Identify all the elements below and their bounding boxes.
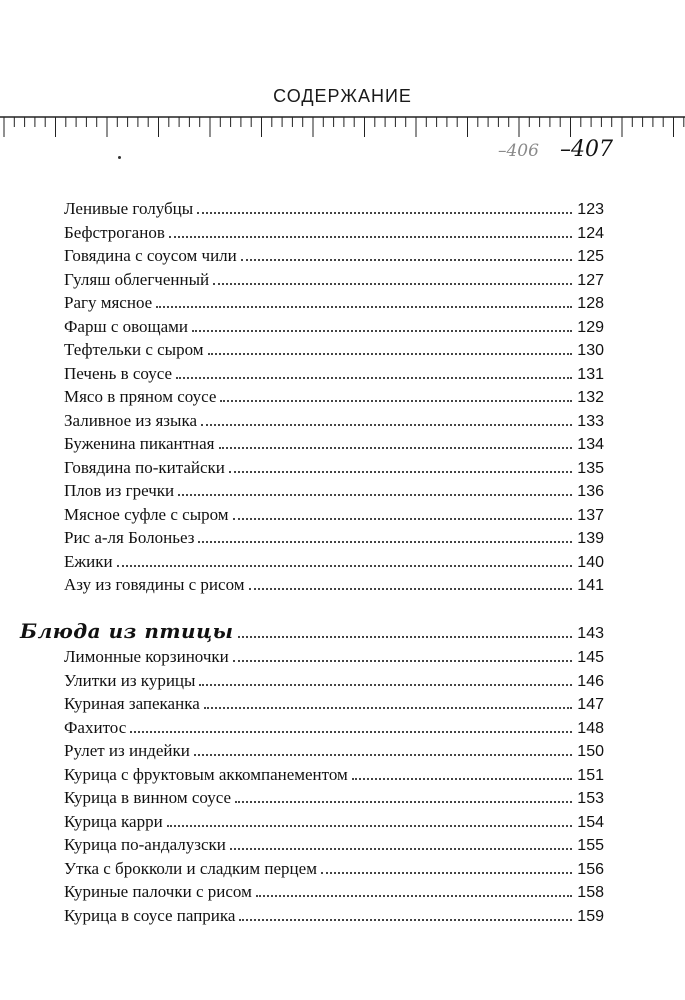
dot-leader [213, 283, 572, 285]
toc-entry [64, 385, 604, 409]
entry-title: Ленивые голубцы [64, 199, 194, 218]
entry-title: Азу из говядины с рисом [64, 575, 245, 594]
page-numbers [498, 137, 613, 162]
ruler-decoration [0, 108, 685, 138]
dot-leader [204, 707, 572, 709]
previous-page-number: –406 [497, 141, 539, 161]
dot-leader [194, 754, 572, 756]
toc-entry [64, 786, 604, 810]
dot-leader [178, 494, 572, 496]
dot-leader [199, 684, 572, 686]
entry-page-number: 154 [577, 813, 604, 831]
entry-title: Говядина по-китайски [64, 457, 225, 477]
dot-leader [156, 306, 572, 308]
dot-leader [229, 471, 572, 473]
dot-mark [118, 156, 121, 159]
entry-page-number: 130 [577, 342, 604, 359]
entry-page-number: 155 [577, 837, 604, 854]
entry-title: Рулет из индейки [64, 741, 190, 760]
entry-page-number: 134 [577, 436, 604, 453]
entry-page-number: 153 [577, 790, 604, 807]
entry-page-number: 143 [577, 625, 604, 642]
entry-page-number: 151 [577, 766, 604, 784]
entry-page-number: 140 [577, 553, 604, 571]
entry-page-number: 129 [577, 318, 604, 336]
dot-leader [235, 801, 572, 803]
entry-title: Фахитос [64, 717, 127, 737]
toc-section-heading [20, 617, 604, 645]
dot-leader [208, 353, 572, 355]
entry-page-number: 137 [577, 506, 604, 524]
dot-leader [249, 588, 572, 590]
entry-title: Ежики [64, 551, 113, 571]
current-page-number: –407 [560, 137, 613, 162]
entry-title: Плов из гречки [64, 481, 175, 500]
entry-title: Мясо в пряном соусе [64, 387, 217, 406]
dot-leader [169, 236, 572, 238]
toc-entry [64, 221, 604, 245]
entry-title: Говядина с соусом чили [64, 246, 237, 265]
entry-title: Лимонные корзиночки [64, 647, 229, 666]
toc-entry [64, 526, 604, 550]
toc-entry [64, 362, 604, 386]
toc-entry [64, 880, 604, 904]
entry-page-number: 141 [577, 577, 604, 594]
toc-entry [64, 645, 604, 669]
entry-title: Печень в соусе [64, 363, 173, 383]
entry-title: Тефтельки с сыром [64, 340, 204, 359]
dot-leader [117, 565, 572, 567]
toc-entry [64, 503, 604, 527]
dot-leader [321, 872, 572, 874]
toc-entry [64, 904, 604, 928]
entry-page-number: 131 [577, 365, 604, 383]
toc-entry [64, 456, 604, 480]
toc-entry [64, 716, 604, 740]
dot-leader [238, 636, 572, 638]
dot-leader [130, 731, 572, 733]
page-title: СОДЕРЖАНИЕ [273, 86, 412, 106]
entry-title: Курица с фруктовым аккомпанементом [64, 764, 348, 784]
dot-leader [256, 895, 572, 897]
dot-leader [198, 541, 572, 543]
toc-entry [64, 409, 604, 433]
dot-leader [176, 377, 572, 379]
toc-entry [64, 315, 604, 339]
toc-entry [64, 338, 604, 362]
entry-title: Бефстроганов [64, 222, 165, 242]
entry-page-number: 139 [577, 530, 604, 547]
entry-title: Утка с брокколи и сладким перцем [64, 858, 317, 878]
entry-page-number: 128 [577, 295, 604, 312]
toc-entry [64, 692, 604, 716]
entry-title: Улитки из курицы [64, 670, 196, 690]
entry-page-number: 136 [577, 483, 604, 500]
entry-title: Курица карри [64, 811, 163, 831]
entry-page-number: 132 [577, 389, 604, 406]
entry-page-number: 123 [577, 201, 604, 218]
entry-title: Мясное суфле с сыром [64, 504, 229, 524]
toc-entry [64, 479, 604, 503]
entry-title: Гуляш облегченный [64, 269, 210, 289]
dot-leader [233, 660, 572, 662]
toc-entry [64, 833, 604, 857]
dot-leader [352, 778, 572, 780]
entry-page-number: 158 [577, 884, 604, 901]
entry-title: Курица по-андалузски [64, 835, 226, 854]
entry-page-number: 147 [577, 696, 604, 713]
toc-entry [64, 550, 604, 574]
toc-entry [64, 763, 604, 787]
toc-entry [64, 573, 604, 597]
entry-page-number: 150 [577, 743, 604, 760]
entry-title: Рагу мясное [64, 293, 153, 312]
entry-page-number: 125 [577, 248, 604, 265]
entry-page-number: 146 [577, 672, 604, 690]
dot-leader [219, 447, 572, 449]
dot-leader [241, 259, 572, 261]
toc-entry [64, 739, 604, 763]
entry-title: Заливное из языка [64, 410, 197, 430]
entry-page-number: 127 [577, 271, 604, 289]
entry-page-number: 133 [577, 412, 604, 430]
entry-title: Куриные палочки с рисом [64, 882, 252, 901]
entry-page-number: 145 [577, 649, 604, 666]
toc-entry [64, 432, 604, 456]
entry-title: Буженина пикантная [64, 434, 215, 453]
entry-page-number: 156 [577, 860, 604, 878]
entry-title: Куриная запеканка [64, 694, 200, 713]
toc-entry [64, 197, 604, 221]
dot-leader [197, 212, 572, 214]
dot-leader [233, 518, 572, 520]
entry-page-number: 148 [577, 719, 604, 737]
dot-leader [239, 919, 572, 921]
entry-title: Курица в винном соусе [64, 788, 232, 807]
entry-page-number: 135 [577, 459, 604, 477]
section-title: Блюда из птицы [20, 619, 234, 643]
entry-title: Курица в соусе паприка [64, 905, 236, 925]
entry-title: Рис а-ля Болоньез [64, 528, 195, 547]
entry-title: Фарш с овощами [64, 316, 189, 336]
dot-leader [230, 848, 572, 850]
toc-entry [64, 268, 604, 292]
toc-entry [64, 810, 604, 834]
dot-leader [220, 400, 572, 402]
dot-leader [167, 825, 572, 827]
toc-entry [64, 291, 604, 315]
toc-entry [64, 669, 604, 693]
toc-entry [64, 857, 604, 881]
dot-leader [192, 330, 572, 332]
entry-page-number: 159 [577, 907, 604, 925]
dot-leader [201, 424, 572, 426]
entry-page-number: 124 [577, 224, 604, 242]
toc-entry [64, 244, 604, 268]
